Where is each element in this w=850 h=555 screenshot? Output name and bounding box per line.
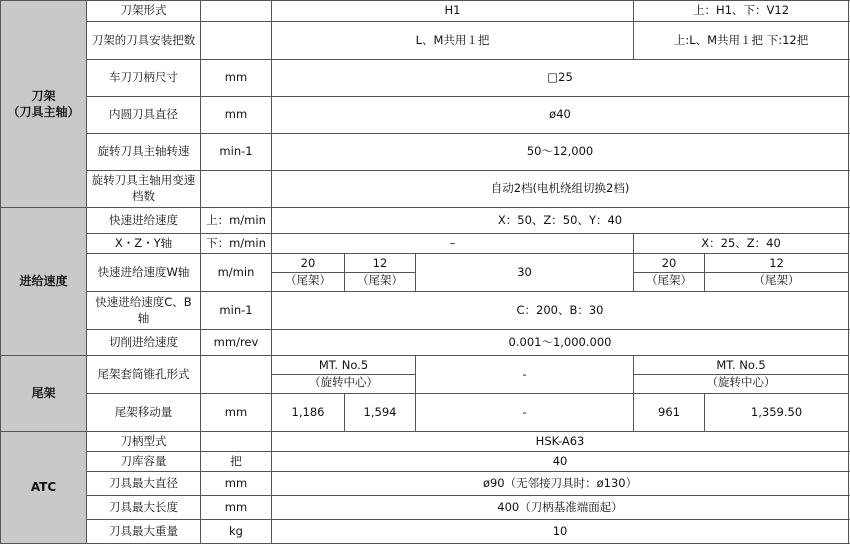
table-row xyxy=(1,134,849,171)
row-label: 旋转刀具主轴转速 xyxy=(87,134,201,171)
row-label: 尾架移动量 xyxy=(87,394,201,432)
table-row xyxy=(1,330,849,356)
value: 20 xyxy=(300,256,316,271)
value: C：200、B：30 xyxy=(272,292,849,330)
value-cell xyxy=(705,254,849,292)
value: ø40 xyxy=(272,97,849,134)
group-turret xyxy=(1,1,87,208)
row-label: 尾架套筒锥孔形式 xyxy=(87,356,201,394)
value-left: H1 xyxy=(272,1,634,22)
group-feed: 进给速度 xyxy=(1,208,87,356)
value: 0.001～1,000.000 xyxy=(272,330,849,356)
row-label: 快速进给速度 xyxy=(87,208,201,234)
row-unit xyxy=(201,432,272,452)
row-unit: kg xyxy=(201,520,272,544)
row-label: 刀具最大重量 xyxy=(87,520,201,544)
table-row xyxy=(1,292,849,330)
value-left: L、M共用１把 xyxy=(272,22,634,60)
value-sub: （旋转中心） xyxy=(634,374,848,391)
value-right: 上:L、M共用１把 下:12把 xyxy=(634,22,849,60)
value-sub: （尾架） xyxy=(634,272,704,289)
table-row xyxy=(1,452,849,472)
row-unit: mm/rev xyxy=(201,330,272,356)
value: 30 xyxy=(416,254,634,292)
value-cell xyxy=(272,356,416,394)
value: 400（刀柄基准端面起） xyxy=(272,496,849,520)
row-unit: mm xyxy=(201,60,272,97)
row-unit: mm xyxy=(201,394,272,432)
row-unit xyxy=(201,1,272,22)
value-sub: （旋转中心） xyxy=(272,374,415,391)
table-row xyxy=(1,234,849,254)
value-sub: （尾架） xyxy=(345,272,415,289)
value-sub: （尾架） xyxy=(705,272,848,289)
row-label: 刀具最大直径 xyxy=(87,472,201,496)
value: 1,594 xyxy=(345,394,416,432)
row-label: 刀库容量 xyxy=(87,452,201,472)
table-row xyxy=(1,520,849,544)
row-label: X・Z・Y轴 xyxy=(87,234,201,254)
value: 12 xyxy=(769,256,784,271)
row-label: 快速进给速度C、B轴 xyxy=(87,292,201,330)
group-atc: ATC xyxy=(1,432,87,544)
value-cell xyxy=(634,254,705,292)
table-row xyxy=(1,97,849,134)
row-label: 切削进给速度 xyxy=(87,330,201,356)
value: - xyxy=(416,356,634,394)
row-unit: m/min xyxy=(201,254,272,292)
value-sub: （尾架） xyxy=(272,272,344,289)
table-row xyxy=(1,208,849,234)
table-row xyxy=(1,60,849,97)
table-row xyxy=(1,432,849,452)
group-turret-line2: （刀具主轴） xyxy=(7,105,80,119)
table-row xyxy=(1,22,849,60)
table-row xyxy=(1,394,849,432)
row-unit xyxy=(201,22,272,60)
value-cell xyxy=(272,254,345,292)
value: - xyxy=(416,394,634,432)
value: X：50、Z：50、Y：40 xyxy=(272,208,849,234)
row-label: 快速进给速度W轴 xyxy=(87,254,201,292)
row-unit: 下：m/min xyxy=(201,234,272,254)
value: 10 xyxy=(272,520,849,544)
row-label: 刀架形式 xyxy=(87,1,201,22)
row-unit: min-1 xyxy=(201,134,272,171)
value: 自动2档(电机绕组切换2档) xyxy=(272,171,849,208)
table-row xyxy=(1,1,849,22)
value: HSK-A63 xyxy=(272,432,849,452)
row-unit: mm xyxy=(201,496,272,520)
value: 50～12,000 xyxy=(272,134,849,171)
table-row xyxy=(1,472,849,496)
row-unit xyxy=(201,356,272,394)
row-label: 内圆刀具直径 xyxy=(87,97,201,134)
value-right: X：25、Z：40 xyxy=(634,234,849,254)
row-unit: mm xyxy=(201,97,272,134)
row-label: 刀柄型式 xyxy=(87,432,201,452)
value: 1,359.50 xyxy=(705,394,849,432)
table-row xyxy=(1,496,849,520)
table-row xyxy=(1,171,849,208)
value: MT. No.5 xyxy=(318,358,369,373)
value: 40 xyxy=(272,452,849,472)
row-unit: min-1 xyxy=(201,292,272,330)
table-row xyxy=(1,356,849,394)
value: 1,186 xyxy=(272,394,345,432)
row-unit xyxy=(201,171,272,208)
row-label: 刀架的刀具安装把数 xyxy=(87,22,201,60)
value: 961 xyxy=(634,394,705,432)
row-label: 车刀刀柄尺寸 xyxy=(87,60,201,97)
value: 12 xyxy=(372,256,388,271)
value: 20 xyxy=(661,256,677,271)
group-turret-line1: 刀架 xyxy=(31,88,56,103)
row-unit: 把 xyxy=(201,452,272,472)
value: ø90（无邻接刀具时：ø130） xyxy=(272,472,849,496)
value: MT. No.5 xyxy=(716,358,766,373)
value: □25 xyxy=(272,60,849,97)
row-label: 刀具最大长度 xyxy=(87,496,201,520)
row-unit: 上：m/min xyxy=(201,208,272,234)
group-tailstock: 尾架 xyxy=(1,356,87,432)
table-row xyxy=(1,254,849,292)
row-label: 旋转刀具主轴用变速档数 xyxy=(87,171,201,208)
value-left: – xyxy=(272,234,634,254)
value-right: 上：H1、下：V12 xyxy=(634,1,849,22)
value-cell xyxy=(345,254,416,292)
value-cell xyxy=(634,356,849,394)
row-unit: mm xyxy=(201,472,272,496)
